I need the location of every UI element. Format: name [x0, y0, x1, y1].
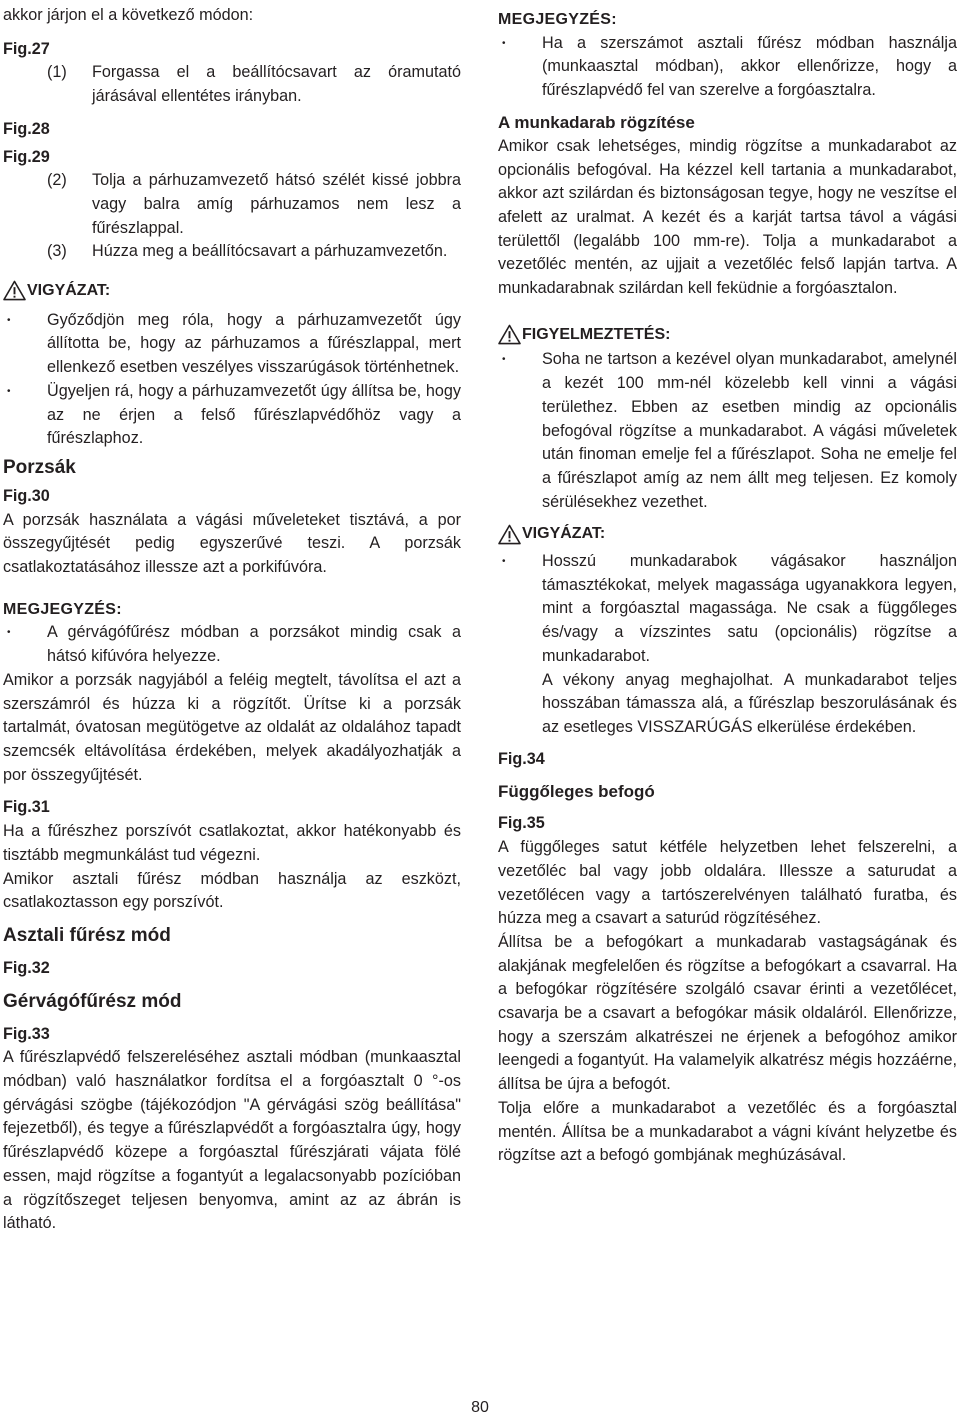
vertical-vise-heading: Függőleges befogó [498, 782, 655, 802]
fig-35-label: Fig.35 [498, 814, 545, 833]
caution-item-text: Ügyeljen rá, hogy a párhuzamvezetőt úgy állítsa be, hogy az ne érjen a felső fűrészlapvédőhöz vagy a fűrészlaphoz. [47, 381, 461, 448]
dust-bag-heading: Porzsák [3, 456, 76, 478]
caution-item [3, 380, 461, 451]
warning-title: FIGYELMEZTETÉS: [522, 325, 671, 343]
warning-triangle-icon [3, 280, 26, 301]
step-3 [3, 240, 461, 264]
intro-text: akkor járjon el a következő módon: [3, 6, 254, 24]
dust-bag-paragraph-2: Amikor a porzsák nagyjából a feléig megtelt, távolítsa el azt a szerszámról és húzza ki a rögzítőt. Ürítse ki a porzsák tartalmát, óvatosan megütögetve az oldalát az oldalához tapadt szemcsék eltávolítása érdekében, melyek akadályozhatják a por összegyűjtését. [3, 670, 461, 784]
warning-item [498, 348, 957, 514]
warning-triangle-icon [498, 324, 521, 345]
step-3-number: (3) [47, 242, 67, 261]
warning-item-text: Soha ne tartson a kezével olyan munkadarabot, amelynél a kezét 100 mm-nél közelebb kell vinni a vágási területhez. Ebben az esetben mindig az opcionális befogóval rögzítse a munkadarabot. A vágási műveletek után finoman emelje fel a fűrészlapot. Soha ne emelje fel a fűrészlapot amíg az nem állt meg teljesen. Ez komoly sérülésekhez vezethet. [542, 350, 957, 511]
note-item-text: Ha a szerszámot asztali fűrész módban használja (munkaasztal módban), akkor ellenőrizze, hogy a fűrészlapvédő fel van szerelve a forgóasztalra. [542, 33, 957, 100]
securing-workpiece-paragraph: Amikor csak lehetséges, mindig rögzítse a munkadarabot az opcionális befogóval. Ha kézzel kell tartania a munkadarabot, akkor azt szilárdan és biztonságosan tegye, hogy ne veszítse el afelett az uralmat. A kezét és a karját tartsa távol a vágási területtől (legalább 100 mm-re). Tolja a munkadarabot a vezetőléc mentén, az ujjait a vezetőléc felső lapján tartva. A munkadarabnak szilárdan kell feküdnie a forgóasztalon. [498, 136, 957, 298]
fig-32-label: Fig.32 [3, 958, 50, 977]
bullet: • [7, 385, 11, 397]
bullet: • [502, 37, 506, 49]
caution-item-text: Hosszú munkadarabok vágásakor használjon támasztékokat, melyek magassága ugyanakkora legyen, mint a forgóasztal magassága. Ne csak a függőleges és/vagy a vízszintes satu (opcionális) rögzítse a munkadarabot. [542, 552, 957, 665]
note-heading: MEGJEGYZÉS: [3, 600, 122, 618]
right-column [498, 4, 957, 1168]
vise-paragraph-1: A függőleges satut kétféle helyzetben lehet felszerelni, a vezetőléc bal vagy jobb oldalára. Illessze a saturudat a vezetőlécen vagy a tartószerelvényen található furatba, és húzza meg a csavart a saturúd rögzítéséhez. [498, 838, 957, 928]
step-1-number: (1) [47, 63, 67, 82]
caution-heading [498, 522, 957, 546]
bullet: • [502, 556, 506, 568]
step-2 [3, 169, 461, 240]
caution-heading [3, 279, 461, 303]
note-item [3, 621, 461, 668]
left-column [3, 4, 461, 1236]
bullet: • [7, 627, 11, 639]
step-2-text: Tolja a párhuzamvezető hátsó szélét kissé jobbra vagy balra amíg párhuzamos nem lesz a fűrészlappal. [92, 171, 461, 237]
miter-mode-paragraph: A fűrészlapvédő felszereléséhez asztali módban (munkaasztal módban) való használatkor fordítsa el a forgóasztalt 0 °-os gérvágási szögbe (tájékozódjon "A gérvágási szög beállítása" fejezetből), és tegye a fűrészlapvédőt a forgóasztalra úgy, hogy fűrészlapvédő közepe a forgóasztal fűrészjárati vájata fölé essen, majd rögzítse a fogantyút a legalacsonyabb pozícióban a rögzítőszeget teljesen benyomva, amint az az ábrán is látható. [3, 1048, 461, 1233]
caution-item [498, 550, 957, 740]
step-2-number: (2) [47, 171, 67, 190]
bullet: • [7, 314, 11, 326]
vise-paragraph-2: Állítsa be a befogókart a munkadarab vastagságának és alakjának megfelelően és rögzítse a befogókart a csavarral. Ha a befogókar rögzítésére szolgáló csavar érinti a vezetőlécet, csavarja be a csavart a befogókar másik oldaláról. Ellenőrizze, hogy a szerszám alkatrészei ne érjenek a befogóhoz amikor leengedi a fogantyút. Ha valamelyik alkatrész mégis hozzáérne, állítsa be újra a befogót. [498, 932, 957, 1094]
fig-28-label: Fig.28 [3, 119, 50, 138]
vise-paragraph-3: Tolja előre a munkadarabot a vezetőléc és a forgóasztal mentén. Állítsa be a munkadarabot a vágni kívánt helyzetbe és rögzítse azt a befogó gombjának meghúzásával. [498, 1098, 957, 1165]
vacuum-paragraph: Ha a fűrészhez porszívót csatlakoztat, akkor hatékonyabb és tisztább megmunkálást tud végezni. [3, 822, 461, 864]
vacuum-paragraph-2: Amikor asztali fűrész módban használja az eszközt, csatlakoztasson egy porszívót. [3, 869, 461, 912]
caution-item-text-2: A vékony anyag meghajolhat. A munkadarabot teljes hosszában támassza alá, a fűrészlap beszorulásának és az esetleges VISSZARÚGÁS elkerülése érdekében. [542, 670, 957, 736]
note-item-text: A gérvágófűrész módban a porzsákot mindig csak a hátsó kifúvóra helyezze. [47, 623, 461, 666]
dust-bag-paragraph: A porzsák használata a vágási műveleteket tisztává, a por összegyűjtését pedig egyszerűvé teszi. A porzsák csatlakoztatásához illessze azt a porkifúvóra. [3, 510, 461, 577]
step-1-text: Forgassa el a beállítócsavart az óramutató járásával ellentétes irányban. [92, 63, 461, 106]
page-number: 80 [471, 1399, 489, 1416]
securing-workpiece-heading: A munkadarab rögzítése [498, 112, 695, 132]
fig-30-label: Fig.30 [3, 486, 50, 505]
fig-27-label: Fig.27 [3, 39, 50, 58]
fig-31-label: Fig.31 [3, 798, 50, 817]
miter-saw-mode-heading: Gérvágófűrész mód [3, 990, 182, 1012]
fig-29-label: Fig.29 [3, 147, 50, 166]
note-item [498, 32, 957, 103]
caution-title: VIGYÁZAT: [522, 525, 606, 543]
note-heading: MEGJEGYZÉS: [498, 11, 617, 28]
step-3-text: Húzza meg a beállítócsavart a párhuzamvezetőn. [92, 242, 448, 261]
fig-33-label: Fig.33 [3, 1024, 50, 1043]
bullet: • [502, 354, 506, 366]
caution-item-text: Győződjön meg róla, hogy a párhuzamvezetőt úgy állította be, hogy az párhuzamos a fűrészlappal, mert ellenkező esetben veszélyes visszarúgások történhetnek. [47, 310, 461, 377]
warning-triangle-icon [498, 524, 521, 545]
caution-item [3, 309, 461, 380]
step-1 [3, 61, 461, 108]
table-saw-mode-heading: Asztali fűrész mód [3, 924, 171, 946]
warning-heading [498, 323, 957, 347]
caution-title: VIGYÁZAT: [27, 282, 111, 300]
fig-34-label: Fig.34 [498, 749, 545, 768]
